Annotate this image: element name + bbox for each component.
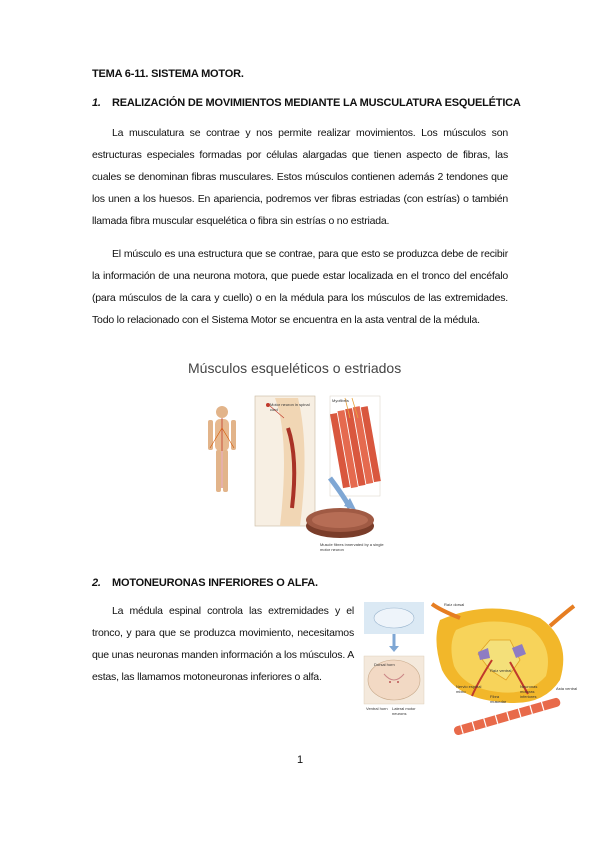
section-heading-2 xyxy=(92,577,318,589)
figure-label: Nervio espinal mixto xyxy=(456,684,482,694)
figure-label: Myofibrils xyxy=(332,398,349,403)
figure-label: Motor neuron in spinal cord xyxy=(270,402,310,412)
human-body-icon xyxy=(208,406,236,492)
figure-label: Raíz dorsal xyxy=(444,602,465,607)
figure-label: Dorsal horn xyxy=(374,662,395,667)
figure-label: Asta ventral xyxy=(556,686,578,691)
document-title: TEMA 6-11. SISTEMA MOTOR. xyxy=(92,68,244,80)
figure-label: Lateral motor neurons xyxy=(392,706,416,716)
spinal-cord-figure xyxy=(360,600,582,740)
figure-label: Fibra muscular xyxy=(490,694,507,704)
spinal-section-icon xyxy=(364,602,424,704)
muscle-illustration xyxy=(180,358,420,566)
limb-panel-icon xyxy=(255,396,315,526)
section-heading-text: REALIZACIÓN DE MOVIMIENTOS MEDIANTE LA MUSCULATURA ESQUELÉTICA xyxy=(112,97,521,109)
muscle-cross-section-icon xyxy=(306,508,374,538)
figure-label: Raíz ventral xyxy=(490,668,512,673)
section-number: 1. xyxy=(92,97,101,109)
section-heading-text: MOTONEURONAS INFERIORES O ALFA. xyxy=(112,577,318,589)
page-number: 1 xyxy=(296,754,304,766)
section-heading-1 xyxy=(92,97,521,109)
figure-caption: Músculos esqueléticos o estriados xyxy=(188,360,402,376)
paragraph: El músculo es una estructura que se contrae, para que esto se produzca debe de recibir la información de una neurona motora, que puede estar localizada en el tronco del encéfalo (para músculos de la cara y cuello) o en la médula para los músculos de las extremidades. Todo lo relacionado con el Sistema Motor se encuentra en la asta ventral de la médula. xyxy=(92,248,508,326)
paragraph: La médula espinal controla las extremidades y el tronco, y para que se produzca movimiento, necesitamos que unas neuronas manden información a los músculos. A estas, las llamamos motoneuronas inferiores o alfa. xyxy=(92,605,354,683)
muscle-fibres-icon xyxy=(330,396,381,496)
figure-label: Ventral horn xyxy=(366,706,388,711)
paragraph: La musculatura se contrae y nos permite realizar movimientos. Los músculos son estructuras especiales formadas por células alargadas que tienen aspecto de fibras, las cuales se denominan fibras musculares. Estos músculos contienen además 2 tendones que los unen a los huesos. En apariencia, podremos ver fibras estriadas (con estrías) o también llamada fibra muscular esquelética o fibra sin estrías o no estriada. xyxy=(92,127,508,227)
figure-label: Muscle fibres innervated by a single motor neuron xyxy=(320,542,384,552)
section-number: 2. xyxy=(92,577,101,589)
spinal-cord-illustration xyxy=(360,600,582,740)
skeletal-muscle-figure xyxy=(180,358,420,566)
figure-label: Neuronas motoras inferiores xyxy=(520,684,538,699)
